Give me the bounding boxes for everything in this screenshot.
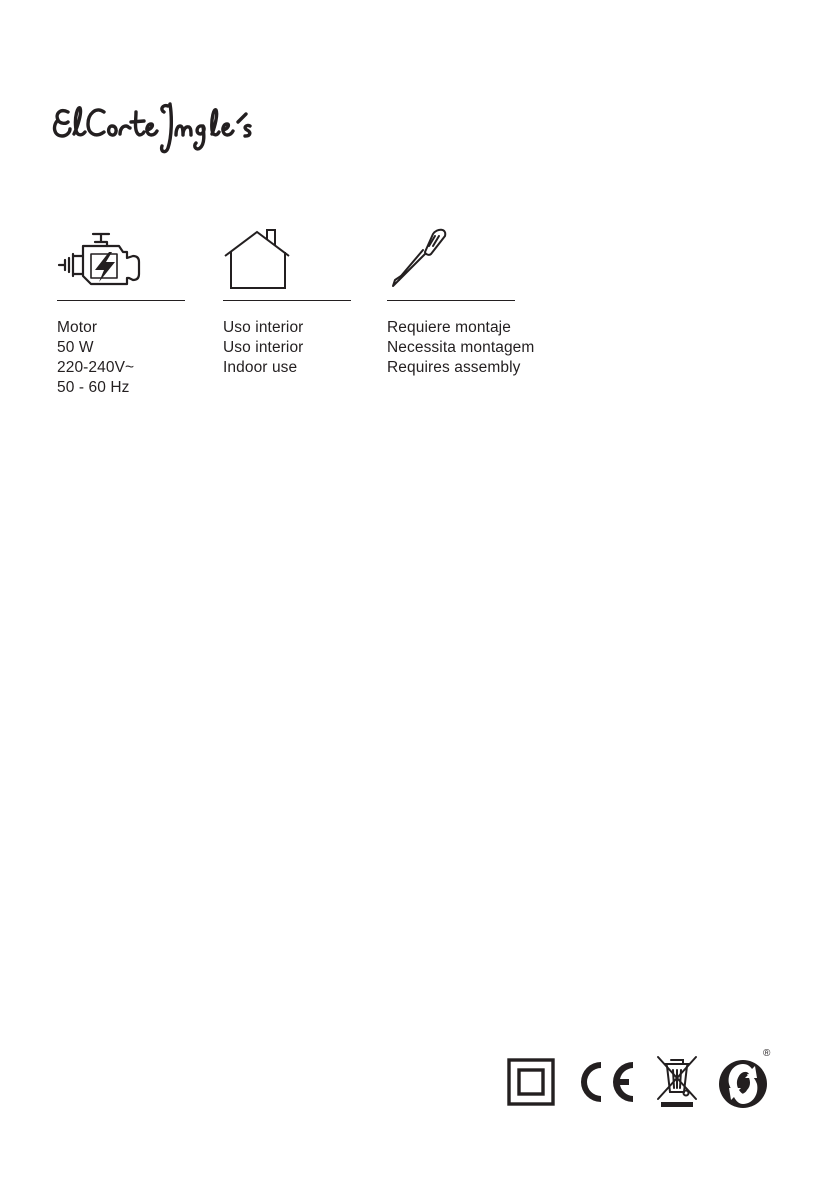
certification-marks <box>505 1050 775 1110</box>
feature-line: 50 - 60 Hz <box>57 379 130 396</box>
feature-line: 50 W <box>57 339 94 356</box>
feature-line: 220-240V~ <box>57 359 135 376</box>
feature-line: Indoor use <box>223 359 298 376</box>
registered-mark: ® <box>763 1048 771 1059</box>
green-dot-icon <box>717 1056 773 1110</box>
brand-logo <box>52 96 284 158</box>
feature-motor <box>57 226 185 398</box>
electric-motor-icon <box>57 226 185 292</box>
feature-underline <box>57 300 185 301</box>
class-ii-double-insulation-icon <box>507 1058 555 1106</box>
feature-line: Uso interior <box>223 339 304 356</box>
feature-text <box>223 318 351 378</box>
feature-indoor <box>223 226 351 378</box>
ce-mark-icon <box>573 1060 637 1104</box>
el-corte-ingles-logo-icon <box>52 96 284 158</box>
feature-line: Uso interior <box>223 319 304 336</box>
feature-text <box>387 318 535 378</box>
feature-line: Motor <box>57 319 98 336</box>
feature-text <box>57 318 185 398</box>
weee-crossed-bin-icon <box>655 1054 699 1108</box>
house-icon <box>223 226 351 292</box>
feature-assembly <box>387 226 535 378</box>
feature-line: Requires assembly <box>387 359 521 376</box>
feature-underline <box>223 300 351 301</box>
feature-line: Necessita montagem <box>387 339 535 356</box>
screwdriver-icon <box>387 226 515 292</box>
feature-underline <box>387 300 515 301</box>
feature-line: Requiere montaje <box>387 319 511 336</box>
